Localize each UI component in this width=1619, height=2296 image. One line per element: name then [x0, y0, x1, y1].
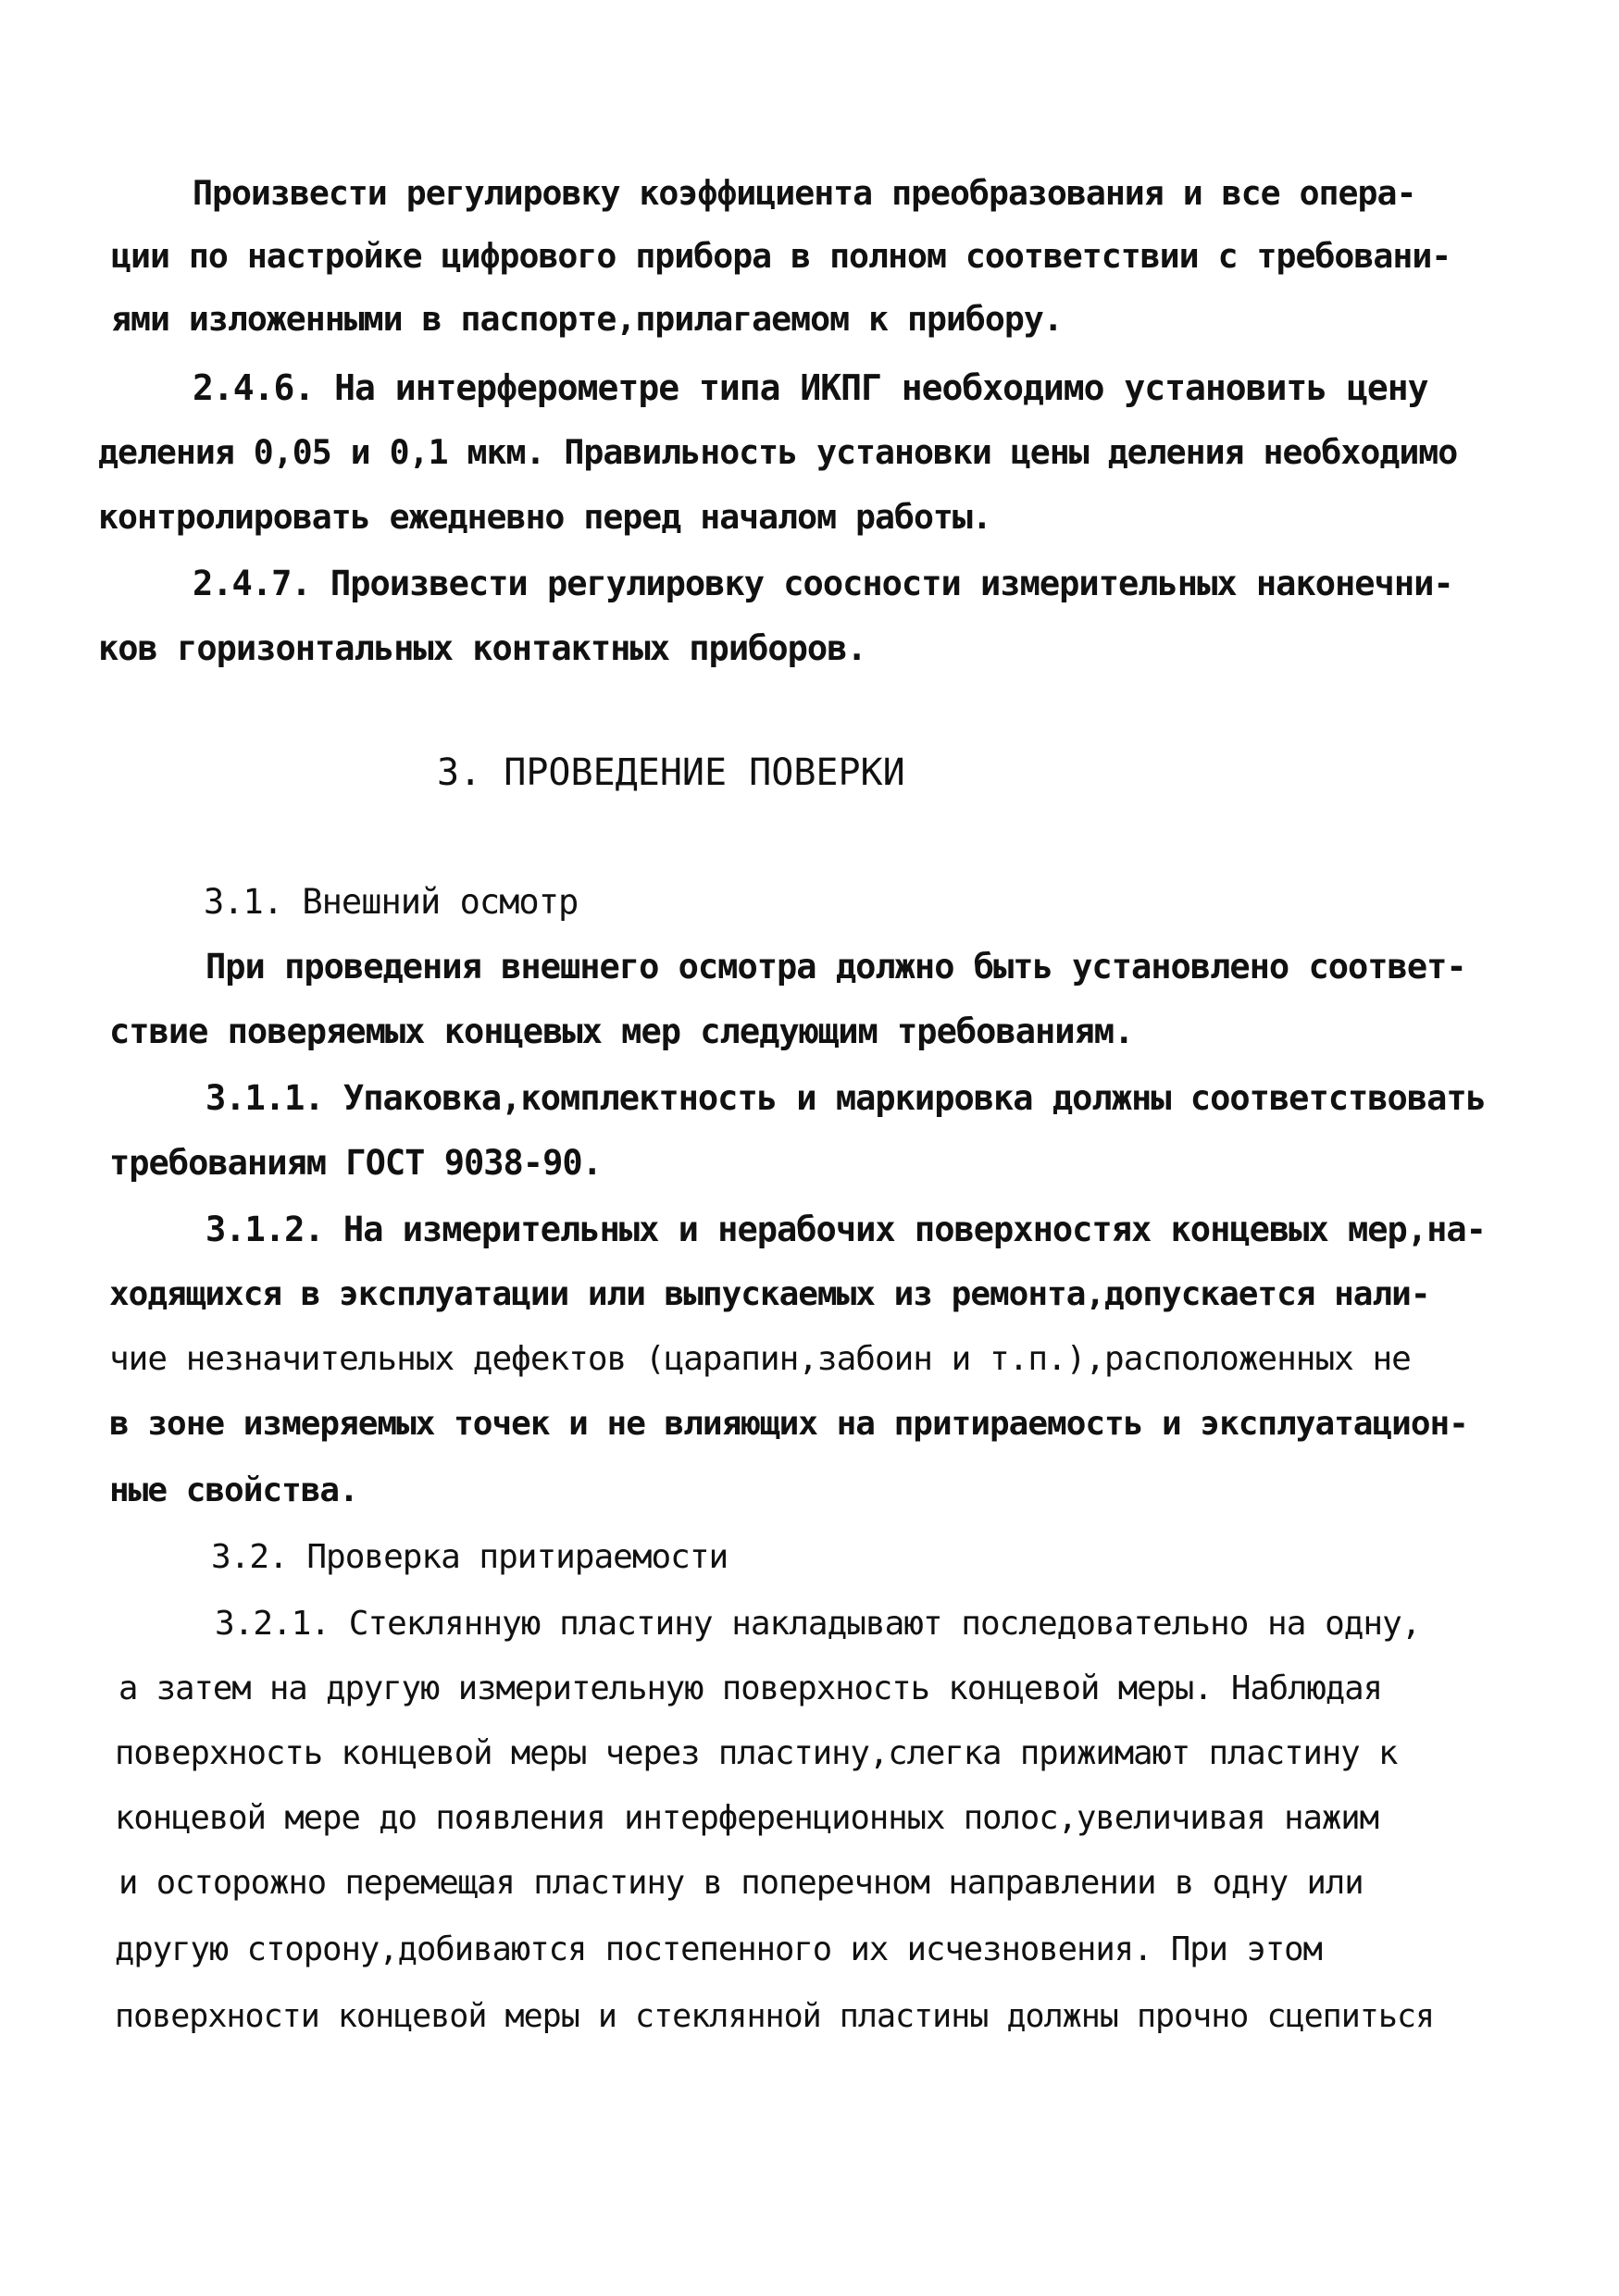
paragraph-3-2-1-line-1: 3.2.1. Стеклянную пластину накладывают последовательно на одну, [215, 1605, 1421, 1643]
paragraph-3-2-1-line-7: поверхности концевой меры и стеклянной пластины должны прочно сцепиться [115, 1998, 1435, 2035]
paragraph-3-1-2-line-5: ные свойства. [109, 1471, 358, 1509]
paragraph-3-1-1-line-1: 3.1.1. Упаковка,комплектность и маркировка должны соответствовать [205, 1078, 1486, 1118]
paragraph-3-1-2-line-4: в зоне измеряемых точек и не влияющих на притираемость и эксплуатацион- [109, 1405, 1468, 1443]
paragraph-2-4-7-line-2: ков горизонтальных контактных приборов. [98, 628, 866, 668]
paragraph-2-4-6-line-1: 2.4.6. На интерферометре типа ИКПГ необходимо установить цену [193, 367, 1428, 408]
section-3-2-title: 3.2. Проверка притираемости [211, 1538, 729, 1576]
paragraph-3-1-1-line-2: требованиям ГОСТ 9038-90. [109, 1143, 602, 1183]
paragraph-3-2-1-line-4: концевой мере до появления интерференционных полос,увеличивая нажим [115, 1799, 1378, 1837]
paragraph-3-1-2-line-1: 3.1.2. На измерительных и нерабочих поверхностях концевых мер,на- [205, 1210, 1486, 1249]
paragraph-3-2-1-line-5: и осторожно перемещая пластину в поперечном направлении в одну или [118, 1864, 1364, 1902]
paragraph-3-1-line-2: ствие поверяемых концевых мер следующим требованиям. [109, 1011, 1134, 1051]
paragraph-2-4-5-line-3: ями изложенными в паспорте,прилагаемом к прибору. [111, 299, 1063, 339]
paragraph-2-4-5-line-2: ции по настройке цифрового прибора в полном соответствии с требовани- [111, 236, 1451, 276]
paragraph-3-1-2-line-3: чие незначительных дефектов (царапин,забоин и т.п.),расположенных не [109, 1340, 1411, 1378]
paragraph-2-4-7-line-1: 2.4.7. Произвести регулировку соосности измерительных наконечни- [193, 564, 1453, 603]
paragraph-2-4-5-line-1: Произвести регулировку коэффициента преобразования и все опера- [193, 173, 1416, 213]
paragraph-2-4-6-line-2: деления 0,05 и 0,1 мкм. Правильность установки цены деления необходимо [98, 432, 1458, 472]
paragraph-3-2-1-line-3: поверхность концевой меры через пластину,слегка прижимают пластину к [115, 1734, 1398, 1772]
paragraph-3-2-1-line-6: другую сторону,добиваются постепенного их исчезновения. При этом [115, 1930, 1322, 1968]
section-3-heading: 3. ПРОВЕДЕНИЕ ПОВЕРКИ [437, 751, 905, 794]
section-3-1-title: 3.1. Внешний осмотр [204, 882, 579, 922]
paragraph-3-1-line-1: При проведения внешнего осмотра должно быть установлено соответ- [205, 947, 1466, 987]
paragraph-3-2-1-line-2: а затем на другую измерительную поверхность концевой меры. Наблюдая [118, 1669, 1382, 1707]
paragraph-2-4-6-line-3: контролировать ежедневно перед началом работы. [98, 497, 991, 537]
paragraph-3-1-2-line-2: ходящихся в эксплуатации или выпускаемых из ремонта,допускается нали- [109, 1275, 1430, 1313]
